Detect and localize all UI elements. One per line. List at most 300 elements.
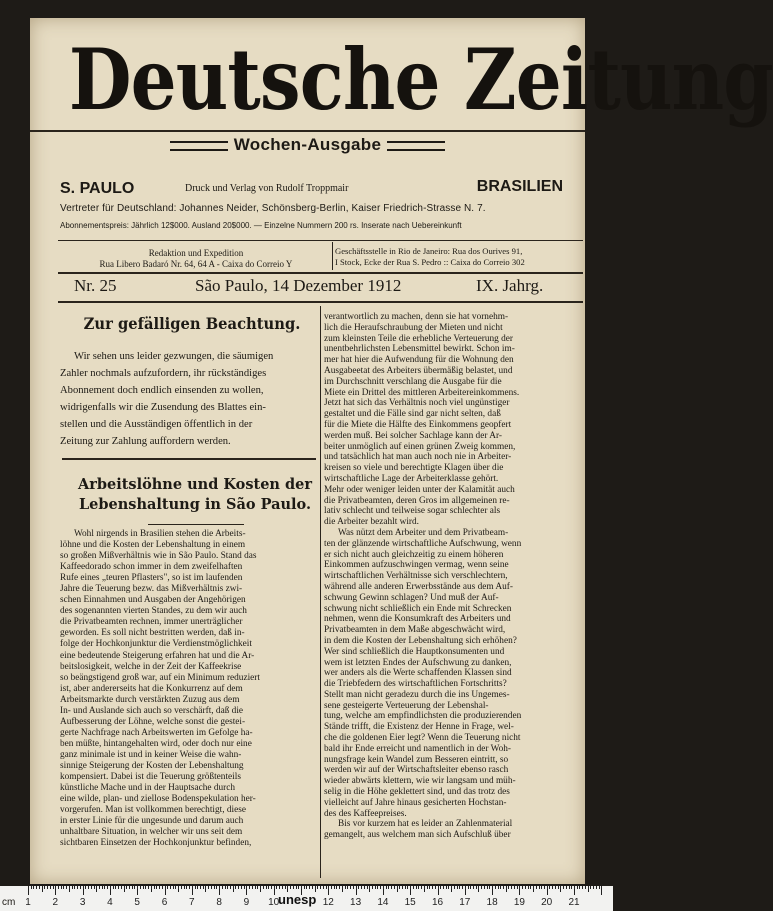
- subscription-line: Abonnementspreis: Jährlich 12$000. Ausland 20$000. — Einzelne Nummern 200 rs. Inserate nach Uebereinkunft: [60, 221, 462, 230]
- ruler-tick: [407, 886, 408, 889]
- ruler-tick: [167, 886, 168, 889]
- ruler-tick: [599, 886, 600, 889]
- ruler-tick: [492, 886, 493, 895]
- text-line: die Arbeiter bezahlt wird.: [324, 517, 419, 528]
- ruler-tick: [306, 886, 307, 889]
- ruler-tick: [211, 886, 212, 889]
- ruler-tick: [563, 886, 564, 889]
- ruler-tick: [80, 886, 81, 889]
- ruler-tick: [339, 886, 340, 889]
- text-line: Wer sind schließlich die Hauptkonsumenten und: [324, 646, 505, 657]
- text-line: Privatbeamten in dem Maße abgeschwächt wird,: [324, 625, 506, 636]
- text-line: eine bedeutende Steigerung erfahren hat und die Ar-: [60, 650, 255, 661]
- ruler-tick: [94, 886, 95, 889]
- ruler-tick: [33, 886, 34, 889]
- ruler-tick: [440, 886, 441, 889]
- ruler-tick: [115, 886, 116, 889]
- ruler-tick: [42, 886, 43, 892]
- ruler-tick: [304, 886, 305, 889]
- ruler-tick: [55, 886, 56, 895]
- ruler-tick: [487, 886, 488, 889]
- issue-date: São Paulo, 14 Dezember 1912: [195, 276, 402, 295]
- ruler-tick: [178, 886, 179, 892]
- ruler-tick: [276, 886, 277, 889]
- text-line: die Privatbeamten rechnen, immer unerträglicher: [60, 617, 243, 628]
- ruler-tick: [443, 886, 444, 889]
- ruler-tick: [519, 886, 520, 895]
- ruler-tick: [162, 886, 163, 889]
- ruler-tick: [66, 886, 67, 889]
- ruler-tick: [39, 886, 40, 889]
- ruler-tick: [96, 886, 97, 892]
- ruler-tick: [129, 886, 130, 889]
- ruler-tick: [263, 886, 264, 889]
- text-line: Kaffeedorado schon immer in dem zweifelhaften: [60, 562, 243, 573]
- ruler-tick: [257, 886, 258, 889]
- ruler-tick: [500, 886, 501, 889]
- ruler-tick: [235, 886, 236, 889]
- ruler-tick: [77, 886, 78, 889]
- text-line: wirtschaftliche Lage der Arbeiterklasse gehört.: [324, 473, 499, 484]
- ruler-tick: [99, 886, 100, 889]
- ruler-number: 21: [568, 897, 580, 908]
- text-line: die Privatbeamten, deren Gros im allgemeinen re-: [324, 495, 510, 506]
- representative-line: Vertreter für Deutschland: Johannes Neider, Schönsberg-Berlin, Kaiser Friedrich-Strasse N. 7.: [60, 203, 486, 214]
- ruler-tick: [184, 886, 185, 889]
- text-line: In- und Auslande sich auch so verschärft, daß die: [60, 705, 244, 716]
- ruler-tick: [566, 886, 567, 889]
- text-line: in erster Linie für die ungesunde und darum auch: [60, 816, 244, 827]
- ruler-tick: [468, 886, 469, 889]
- ruler-tick: [244, 886, 245, 889]
- ruler-tick: [388, 886, 389, 889]
- text-line: unentbehrlichsten Lebensmittel bewirkt. Schon im-: [324, 344, 515, 355]
- ruler-tick: [549, 886, 550, 889]
- text-line: che die goldenen Eier legt? Wenn die Teuerung nicht: [324, 733, 521, 744]
- text-line: Stände trifft, die Existenz der Henne in Frage, wel-: [324, 722, 514, 733]
- ruler-tick: [121, 886, 122, 889]
- ruler-tick: [484, 886, 485, 889]
- title-underline: [148, 524, 244, 525]
- ruler-tick: [200, 886, 201, 889]
- text-line: geworden. Es soll nicht bestritten werden, daß in-: [60, 628, 245, 639]
- ruler-tick: [530, 886, 531, 889]
- ruler-tick: [282, 886, 283, 889]
- ruler-tick: [175, 886, 176, 889]
- ruler-tick: [61, 886, 62, 889]
- ruler-tick: [145, 886, 146, 889]
- ruler-logo: unesp: [278, 892, 317, 907]
- ruler-tick: [186, 886, 187, 889]
- ruler-number: 20: [541, 897, 553, 908]
- office-right-line-2: I Stock, Ecke der Rua S. Pedro :: Caixa do Correio 302: [335, 257, 525, 267]
- text-line: bald ihr Ende erreicht und namentlich in der Woh-: [324, 743, 512, 754]
- article-title: Arbeitslöhne und Kosten der Lebenshaltung in São Paulo.: [77, 476, 313, 513]
- ruler-tick: [525, 886, 526, 889]
- ruler-tick: [285, 886, 286, 889]
- ruler-number: 3: [79, 897, 86, 908]
- text-line: ganz minimale ist und in keiner Weise die wahn-: [60, 749, 242, 760]
- text-line: verantwortlich zu machen, denn sie hat vornehm-: [324, 312, 509, 322]
- country-label: BRASILIEN: [476, 178, 563, 195]
- ruler-tick: [331, 886, 332, 889]
- text-line: er sich nicht auch gleichzeitig zu einem höheren: [324, 549, 504, 560]
- text-line: selig in die Höhe geklettert sind, und das trotz des: [324, 787, 510, 798]
- text-line: Was nützt dem Arbeiter und dem Privatbeam-: [338, 527, 509, 538]
- ruler-tick: [326, 886, 327, 889]
- ruler-tick: [481, 886, 482, 889]
- notice-body: [60, 348, 318, 450]
- text-line: beitslosigkeit, welche in der Zeit der Kaffeekrise: [60, 661, 242, 672]
- office-right: [335, 246, 585, 268]
- ruler-tick: [416, 886, 417, 889]
- ruler-tick: [571, 886, 572, 889]
- masthead-rule: [30, 130, 585, 132]
- text-line: Zeitung zur Zahlung auffordern werden.: [60, 436, 231, 447]
- ruler-tick: [309, 886, 310, 889]
- ruler-tick: [361, 886, 362, 889]
- text-line: ben müßte, hintangehalten wird, oder doch nur eine: [60, 738, 252, 749]
- ruler-tick: [126, 886, 127, 889]
- text-line: vorgerufen. Man ist vollkommen berechtigt, diese: [60, 805, 246, 816]
- notice-title: Zur gefälligen Beachtung.: [83, 314, 301, 333]
- text-line: Wohl nirgends in Brasilien stehen die Arbeits-: [74, 529, 246, 539]
- ruler-tick: [560, 886, 561, 892]
- text-line: wem ist letzten Endes der Aufschwung zu danken,: [324, 657, 512, 668]
- text-line: künstliche Mache und in der Hauptsache durch: [60, 783, 236, 794]
- ruler-tick: [159, 886, 160, 889]
- ruler-tick: [476, 886, 477, 889]
- text-line: Arbeitsmarkte durch verstärkten Zuzug aus dem: [60, 694, 240, 705]
- ruler-tick: [585, 886, 586, 889]
- ruler-tick: [192, 886, 193, 895]
- info-box-top-rule: [58, 240, 583, 241]
- ruler-tick: [380, 886, 381, 889]
- text-line: schen Einnahmen und Ausgaben der Angehörigen: [60, 595, 246, 606]
- issue-volume: IX. Jahrg.: [476, 276, 544, 295]
- ruler-tick: [478, 886, 479, 892]
- issue-top-rule: [58, 272, 583, 274]
- text-line: schwung Gewinn schlagen? Und muß der Auf-: [324, 592, 499, 603]
- ruler-number: 13: [350, 897, 362, 908]
- ruler-tick: [473, 886, 474, 889]
- ruler-tick: [50, 886, 51, 889]
- ruler-tick: [238, 886, 239, 889]
- ruler-tick: [377, 886, 378, 889]
- ruler-tick: [88, 886, 89, 889]
- text-line: Wir sehen uns leider gezwungen, die säumigen: [74, 351, 274, 362]
- ruler-tick: [364, 886, 365, 889]
- masthead-title: Deutsche Zeitung: [68, 30, 773, 129]
- ruler-unit: cm: [2, 897, 16, 908]
- ruler-number: 4: [107, 897, 113, 908]
- ruler-tick: [590, 886, 591, 889]
- ruler-tick: [454, 886, 455, 889]
- ruler-tick: [418, 886, 419, 889]
- ruler-tick: [298, 886, 299, 889]
- newspaper-page: [30, 18, 773, 884]
- ruler-tick: [47, 886, 48, 889]
- text-line: während alle anderen Erwerbsstände aus dem Auf-: [324, 581, 513, 592]
- ornament-right: [387, 141, 445, 151]
- ruler-tick: [375, 886, 376, 889]
- text-line: widrigenfalls wir die Zusendung des Blattes ein-: [60, 402, 266, 413]
- text-line: so großen Mißverhältnis wie in São Paulo. Stand das: [60, 551, 257, 562]
- ruler-tick: [588, 886, 589, 892]
- text-line: wirtschaftlichen Verhältnisse sich verschlechtern,: [324, 571, 508, 582]
- text-line: Aufbesserung der Löhne, welche sonst die gestei-: [60, 716, 246, 727]
- ruler-tick: [429, 886, 430, 889]
- text-line: nungsfrage kein Wandel zum Besseren eintritt, so: [324, 754, 509, 765]
- ruler-number: 10: [268, 897, 280, 908]
- ruler-tick: [508, 886, 509, 889]
- ruler-tick: [356, 886, 357, 895]
- ruler-tick: [241, 886, 242, 889]
- text-line: gerte Nachfrage nach Arbeitswerten im Gefolge ha-: [60, 727, 253, 738]
- ruler-tick: [386, 886, 387, 889]
- ruler-tick: [148, 886, 149, 889]
- text-line: folge der Hochkonjunktur die Verdienstmöglichkeit: [60, 639, 252, 650]
- ruler-tick: [151, 886, 152, 892]
- ruler-tick: [402, 886, 403, 889]
- ruler-tick: [514, 886, 515, 889]
- ruler-tick: [448, 886, 449, 889]
- ruler-number: 17: [459, 897, 471, 908]
- ruler-tick: [72, 886, 73, 889]
- ruler-tick: [459, 886, 460, 889]
- text-line: Stellt man nicht geradezu durch die ins Ungemes-: [324, 689, 510, 700]
- article-left-column: [60, 529, 322, 849]
- scale-ruler: [0, 886, 613, 911]
- ruler-number: 5: [134, 897, 140, 908]
- ruler-tick: [230, 886, 231, 889]
- ruler-tick: [227, 886, 228, 889]
- ruler-tick: [451, 886, 452, 892]
- text-line: unhaltbare Situation, in welcher wir uns seit dem: [60, 827, 243, 838]
- text-line: sichtbaren Einsetzen der Hochkonjunktur befinden,: [60, 838, 252, 849]
- ruler-tick: [137, 886, 138, 895]
- ruler-tick: [372, 886, 373, 889]
- office-right-line-1: Geschäftsstelle in Rio de Janeiro: Rua dos Ourives 91,: [335, 246, 523, 256]
- ruler-tick: [427, 886, 428, 889]
- ruler-tick: [197, 886, 198, 889]
- text-line: für die Miete die Hälfte des Einkommens geopfert: [324, 419, 512, 430]
- text-line: lativ schlecht und teilweise sogar schlechter als: [324, 506, 501, 517]
- text-line: beiter unmöglich auf einen grünen Zweig kommen,: [324, 441, 516, 452]
- ruler-tick: [498, 886, 499, 889]
- text-line: eine wilde, plan- und ziellose Bodenspekulation her-: [60, 794, 256, 805]
- ruler-tick: [44, 886, 45, 889]
- ruler-tick: [522, 886, 523, 889]
- ruler-tick: [517, 886, 518, 889]
- text-line: Rufe eines „teuren Pflasters", so ist im laufenden: [60, 573, 243, 584]
- ruler-tick: [506, 886, 507, 892]
- ruler-tick: [383, 886, 384, 895]
- ruler-tick: [154, 886, 155, 889]
- text-line: des des Kaffeepreises.: [324, 808, 407, 819]
- ruler-tick: [558, 886, 559, 889]
- ruler-tick: [397, 886, 398, 892]
- article-right-column: [324, 312, 582, 841]
- ruler-tick: [74, 886, 75, 889]
- ruler-tick: [489, 886, 490, 889]
- ruler-tick: [413, 886, 414, 889]
- text-line: Bis vor kurzem hat es leider an Zahlenmaterial: [338, 819, 513, 830]
- ruler-tick: [233, 886, 234, 892]
- text-line: Miete ein Drittel des mittleren Arbeitereinkommens.: [324, 387, 520, 398]
- ruler-tick: [511, 886, 512, 889]
- ruler-tick: [405, 886, 406, 889]
- ruler-tick: [246, 886, 247, 895]
- ruler-tick: [342, 886, 343, 892]
- text-line: in dem die Kosten der Lebenshaltung sich erhöhen?: [324, 635, 517, 646]
- text-line: tung, welche am empfindlichsten die produzierenden: [324, 711, 522, 722]
- ruler-tick: [577, 886, 578, 889]
- ruler-tick: [271, 886, 272, 889]
- ruler-tick: [301, 886, 302, 895]
- edition-line: [30, 135, 585, 155]
- ruler-tick: [345, 886, 346, 889]
- ruler-tick: [53, 886, 54, 889]
- ruler-tick: [118, 886, 119, 889]
- ruler-tick: [113, 886, 114, 889]
- text-line: ist, aber andererseits hat die Konkurrenz auf dem: [60, 683, 243, 694]
- ruler-tick: [102, 886, 103, 889]
- printer-line: Druck und Verlag von Rudolf Troppmair: [185, 183, 349, 194]
- ruler-tick: [399, 886, 400, 889]
- ruler-tick: [58, 886, 59, 889]
- text-line: Abonnement doch endlich einsenden zu wollen,: [60, 385, 264, 396]
- office-left: [62, 248, 330, 270]
- ruler-tick: [205, 886, 206, 892]
- ruler-tick: [181, 886, 182, 889]
- ruler-tick: [260, 886, 261, 892]
- ruler-tick: [104, 886, 105, 889]
- ruler-tick: [91, 886, 92, 889]
- text-line: wieder abwärts klettern, wie wir langsam und müh-: [324, 776, 516, 787]
- ruler-tick: [225, 886, 226, 889]
- text-line: schwung nicht schließlich ein Ende mit Schrecken: [324, 603, 512, 614]
- ruler-number: 7: [189, 897, 195, 908]
- ruler-tick: [317, 886, 318, 889]
- ruler-tick: [274, 886, 275, 895]
- text-line: kreisen so viele und berechtigte Klagen über die: [324, 463, 504, 474]
- city-label: S. PAULO: [60, 180, 135, 197]
- text-line: des sogenannten vierten Standes, zu dem wir auch: [60, 606, 247, 617]
- text-line: nehmen, wenn die Konsumkraft des Arbeiters und: [324, 614, 511, 625]
- ruler-tick: [539, 886, 540, 889]
- ruler-tick: [552, 886, 553, 889]
- ruler-tick: [203, 886, 204, 889]
- ruler-tick: [216, 886, 217, 889]
- office-left-line-1: Redaktion und Expedition: [148, 248, 244, 258]
- ruler-tick: [424, 886, 425, 892]
- ruler-tick: [85, 886, 86, 889]
- ruler-tick: [279, 886, 280, 889]
- ruler-number: 1: [25, 897, 31, 908]
- text-line: werden muß. Bei solcher Sachlage kann der Ar-: [324, 430, 502, 441]
- text-line: vielleicht auf Jahre hinaus gesicherten Hochstan-: [324, 797, 507, 808]
- ruler-tick: [63, 886, 64, 889]
- ruler-tick: [438, 886, 439, 895]
- ruler-tick: [143, 886, 144, 889]
- article-separator-rule: [62, 458, 316, 460]
- ruler-number: 9: [243, 897, 250, 908]
- ruler-tick: [107, 886, 108, 889]
- ruler-tick: [312, 886, 313, 889]
- ruler-tick: [596, 886, 597, 889]
- ruler-tick: [266, 886, 267, 889]
- ruler-tick: [208, 886, 209, 889]
- ruler-number: 2: [52, 897, 59, 908]
- ruler-tick: [195, 886, 196, 889]
- ruler-tick: [536, 886, 537, 889]
- text-line: ten der glänzende wirtschaftliche Aufschwung, wenn: [324, 538, 522, 549]
- text-line: im Durchschnitt verschlang die Ausgabe für die: [324, 376, 502, 387]
- ruler-tick: [350, 886, 351, 889]
- ruler-tick: [334, 886, 335, 889]
- ruler-number: 19: [513, 897, 525, 908]
- text-line: gemangelt, aus welchem man sich Aufschluß über: [324, 830, 511, 841]
- issue-number: Nr. 25: [74, 276, 117, 295]
- ruler-tick: [544, 886, 545, 889]
- ruler-tick: [156, 886, 157, 889]
- ruler-tick: [36, 886, 37, 889]
- text-line: stellen und die Ausständigen öffentlich in der: [60, 419, 253, 430]
- ruler-tick: [28, 886, 29, 895]
- ruler-tick: [249, 886, 250, 889]
- ruler-tick: [134, 886, 135, 889]
- text-line: und tatsächlich hat man auch noch nie in Arbeiter-: [324, 452, 512, 463]
- ruler-tick: [457, 886, 458, 889]
- ruler-tick: [189, 886, 190, 889]
- ruler-tick: [255, 886, 256, 889]
- ruler-tick: [391, 886, 392, 889]
- ruler-tick: [569, 886, 570, 889]
- ruler-number: 12: [322, 897, 334, 908]
- ruler-number: 6: [161, 897, 168, 908]
- ruler-tick: [165, 886, 166, 895]
- office-left-line-2: Rua Libero Badaró Nr. 64, 64 A - Caixa do Correio Y: [99, 259, 293, 269]
- ruler-tick: [579, 886, 580, 889]
- ruler-tick: [140, 886, 141, 889]
- ruler-tick: [268, 886, 269, 889]
- text-line: Einkommen aufzuschwingen vermag, wenn seine: [324, 560, 509, 571]
- ruler-number: 8: [216, 897, 222, 908]
- ruler-tick: [328, 886, 329, 895]
- ruler-tick: [170, 886, 171, 889]
- text-line: sinnige Steigerung der Kosten der Lebenshaltung: [60, 760, 244, 771]
- ruler-tick: [296, 886, 297, 889]
- text-line: wer anders als die Werte schaffenden Klassen sind: [324, 668, 512, 679]
- ruler-tick: [410, 886, 411, 895]
- text-line: sene gesteigerte Verteuerung der Lebenshal-: [324, 700, 489, 711]
- text-line: mer hat hier die Aufwendung für die Wohnung den: [324, 355, 514, 366]
- ornament-left: [170, 141, 228, 151]
- ruler-tick: [320, 886, 321, 889]
- ruler-tick: [593, 886, 594, 889]
- ruler-tick: [69, 886, 70, 892]
- ruler-tick: [358, 886, 359, 889]
- ruler-tick: [369, 886, 370, 892]
- ruler-tick: [222, 886, 223, 889]
- ruler-tick: [547, 886, 548, 895]
- ruler-tick: [574, 886, 575, 895]
- ruler-tick: [353, 886, 354, 889]
- ruler-tick: [293, 886, 294, 889]
- ruler-tick: [219, 886, 220, 895]
- edition-label: Wochen-Ausgabe: [233, 135, 382, 154]
